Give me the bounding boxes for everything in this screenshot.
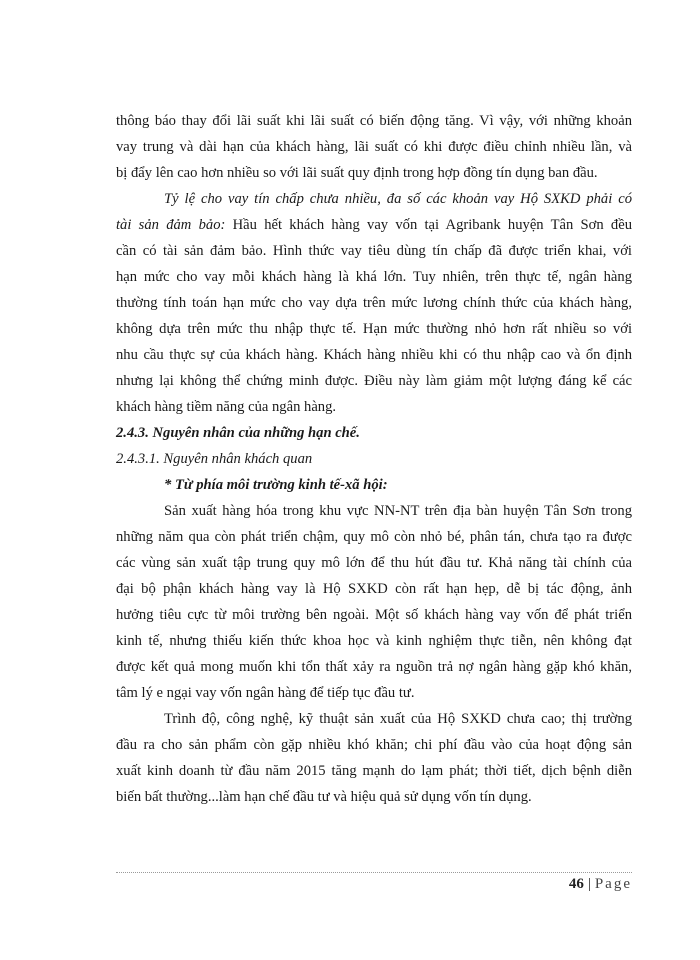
paragraph-line: đại bộ phận khách hàng vay là Hộ SXKD còn rất hạn hẹp, dễ bị tác động, ảnh [116, 581, 632, 597]
paragraph-line: thường tính toán hạn mức cho vay dựa trên mức lương chính thức của khách hàng, [116, 295, 632, 311]
paragraph-line: tâm lý e ngại vay vốn ngân hàng để tiếp tục đầu tư. [116, 685, 415, 701]
paragraph-line: đầu ra cho sản phẩm còn gặp nhiều khó khăn; chi phí đầu vào của hoạt động sản [116, 737, 632, 753]
paragraph-line: bị đẩy lên cao hơn nhiều so với lãi suất quy định trong hợp đồng tín dụng ban đầu. [116, 165, 598, 181]
paragraph-line: xuất kinh doanh từ đầu năm 2015 tăng mạnh do lạm phát; thời tiết, dịch bệnh diễn [116, 763, 632, 779]
paragraph-line: nhưng lại không thể chứng minh được. Điều này làm giảm một lượng đáng kể các [116, 373, 632, 389]
paragraph-line: biến bất thường...làm hạn chế đầu tư và hiệu quả sử dụng vốn tín dụng. [116, 789, 532, 805]
page-body [116, 108, 632, 810]
paragraph-line: Sản xuất hàng hóa trong khu vực NN-NT trên địa bàn huyện Tân Sơn trong [164, 503, 632, 519]
paragraph-line: vay trung và dài hạn của khách hàng, lãi suất có khi được điều chỉnh nhiều lần, và [116, 139, 632, 155]
paragraph-line: hạn mức cho vay mỗi khách hàng là khá lớn. Tuy nhiên, trên thực tế, ngân hàng [116, 269, 632, 285]
subsection-heading: 2.4.3.1. Nguyên nhân khách quan [116, 451, 313, 467]
paragraph-line: cần có tài sản đảm bảo. Hình thức vay tiêu dùng tín chấp đã được triển khai, với [116, 243, 632, 259]
bullet-subheading: * Từ phía môi trường kinh tế-xã hội: [164, 477, 388, 493]
footer-divider [116, 872, 632, 873]
paragraph-line [116, 212, 632, 238]
paragraph-line: không dựa trên mức thu nhập thực tế. Hạn mức thường nhỏ hơn rất nhiều so với [116, 321, 632, 337]
paragraph-line: được kết quả mong muốn khi tổn thất xảy ra nguồn trả nợ ngân hàng gặp khó khăn, [116, 659, 632, 675]
paragraph-line: Trình độ, công nghệ, kỹ thuật sản xuất của Hộ SXKD chưa cao; thị trường [164, 711, 632, 727]
page-footer [569, 876, 632, 893]
italic-heading-line: Tỷ lệ cho vay tín chấp chưa nhiều, đa số các khoản vay Hộ SXKD phải có [164, 191, 632, 207]
paragraph-line: nhu cầu thực sự của khách hàng. Khách hàng nhiều khi có thu nhập cao và ổn định [116, 347, 632, 363]
section-heading: 2.4.3. Nguyên nhân của những hạn chế. [116, 425, 360, 441]
paragraph-line: hưởng tiêu cực từ môi trường bên ngoài. Một số khách hàng vay vốn để phát triển [116, 607, 632, 623]
paragraph-line: những năm qua còn phát triển chậm, quy mô còn nhỏ bé, phân tán, chưa tạo ra được [116, 529, 632, 545]
paragraph-line: khách hàng tiềm năng của ngân hàng. [116, 399, 337, 415]
paragraph-text: Hầu hết khách hàng vay vốn tại Agribank huyện Tân Sơn đều [225, 217, 632, 233]
page-number: 46 [568, 876, 584, 892]
footer-separator: | [587, 876, 591, 892]
paragraph-line: các vùng sản xuất tập trung quy mô lớn để thu hút đầu tư. Khả năng tài chính của [116, 555, 632, 571]
page-label: Page [594, 876, 632, 892]
italic-heading-end: tài sản đảm bảo: [116, 217, 226, 233]
paragraph-line: kinh tế, nhưng thiếu kiến thức khoa học và kinh nghiệm thực tiễn, nên không đạt [116, 633, 632, 649]
paragraph-line: thông báo thay đổi lãi suất khi lãi suất có biến động tăng. Vì vậy, với những khoản [116, 113, 632, 129]
